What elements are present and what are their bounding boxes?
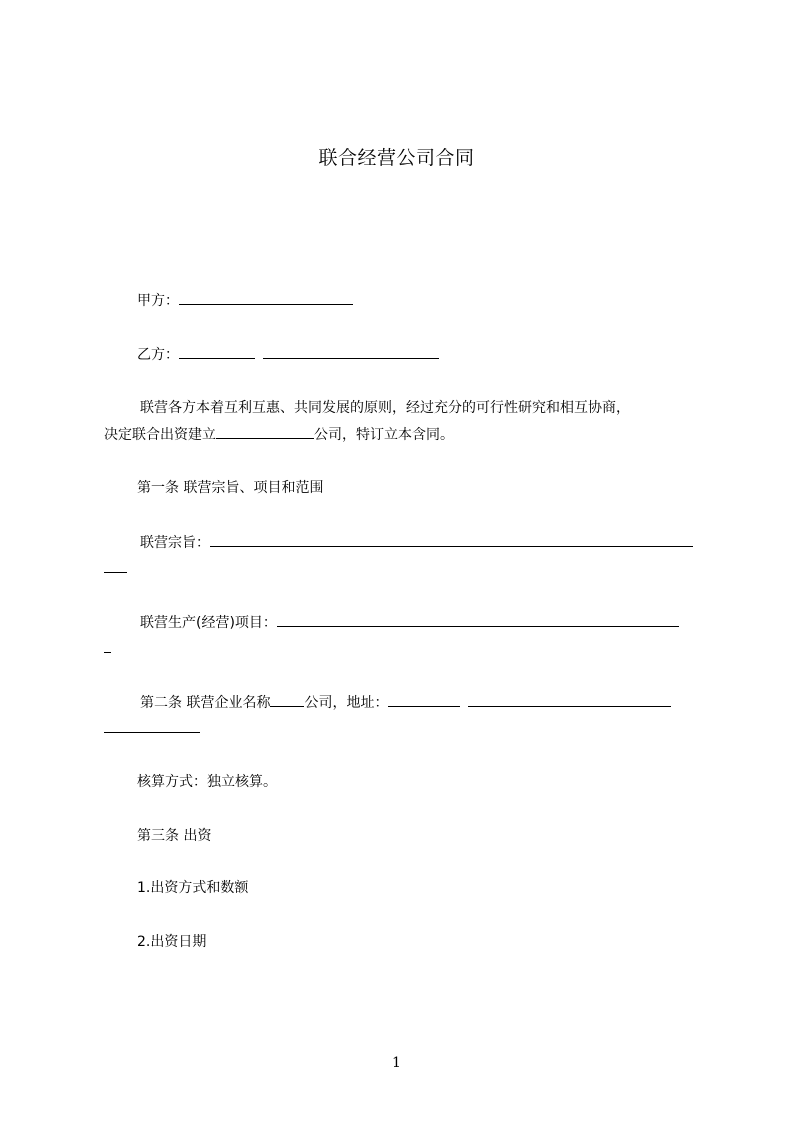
document-title: 联合经营公司合同 — [318, 147, 475, 169]
purpose-blank-end — [104, 558, 127, 573]
party-b-blank-2 — [263, 344, 439, 359]
purpose-blank — [210, 532, 693, 547]
article-3-heading: 第三条 出资 — [137, 828, 212, 844]
article-2-line — [140, 692, 671, 713]
preamble-text-b: 公司，特订立本含同。 — [314, 427, 454, 443]
project-blank — [277, 612, 679, 627]
purpose-line — [140, 532, 693, 553]
project-blank-continuation — [104, 638, 111, 659]
address-blank-continuation — [104, 718, 200, 739]
project-blank-end — [104, 638, 111, 653]
purpose-label: 联营宗旨： — [140, 535, 210, 551]
preamble-text-a: 决定联合出资建立 — [104, 427, 216, 443]
accounting-method: 核算方式：独立核算。 — [137, 774, 277, 790]
party-b-label: 乙方： — [137, 347, 179, 363]
party-a-label: 甲方： — [137, 293, 179, 309]
project-label: 联营生产(经营)项目： — [140, 615, 277, 631]
item-2: 2.出资日期 — [137, 934, 207, 950]
page-number: 1 — [392, 1055, 401, 1071]
address-blank-end — [104, 718, 200, 733]
article-2-text-b: 公司，地址： — [304, 695, 389, 711]
party-b-line — [137, 344, 439, 365]
article-1-heading: 第一条 联营宗旨、项目和范围 — [137, 480, 324, 496]
project-line — [140, 612, 679, 633]
purpose-blank-continuation — [104, 558, 127, 579]
party-a-line — [137, 290, 353, 311]
company-name-blank — [216, 424, 314, 439]
party-b-blank-1 — [179, 344, 255, 359]
preamble-line-1: 联营各方本着互利互惠、共同发展的原则，经过充分的可行性研究和相互协商， — [140, 400, 630, 416]
party-a-blank — [179, 290, 353, 305]
joint-venture-name-blank — [270, 692, 304, 707]
article-2-text-a: 第二条 联营企业名称 — [140, 695, 271, 711]
address-blank-1 — [388, 692, 460, 707]
item-1: 1.出资方式和数额 — [137, 880, 249, 896]
address-blank-2 — [468, 692, 671, 707]
preamble-line-2 — [104, 424, 454, 445]
